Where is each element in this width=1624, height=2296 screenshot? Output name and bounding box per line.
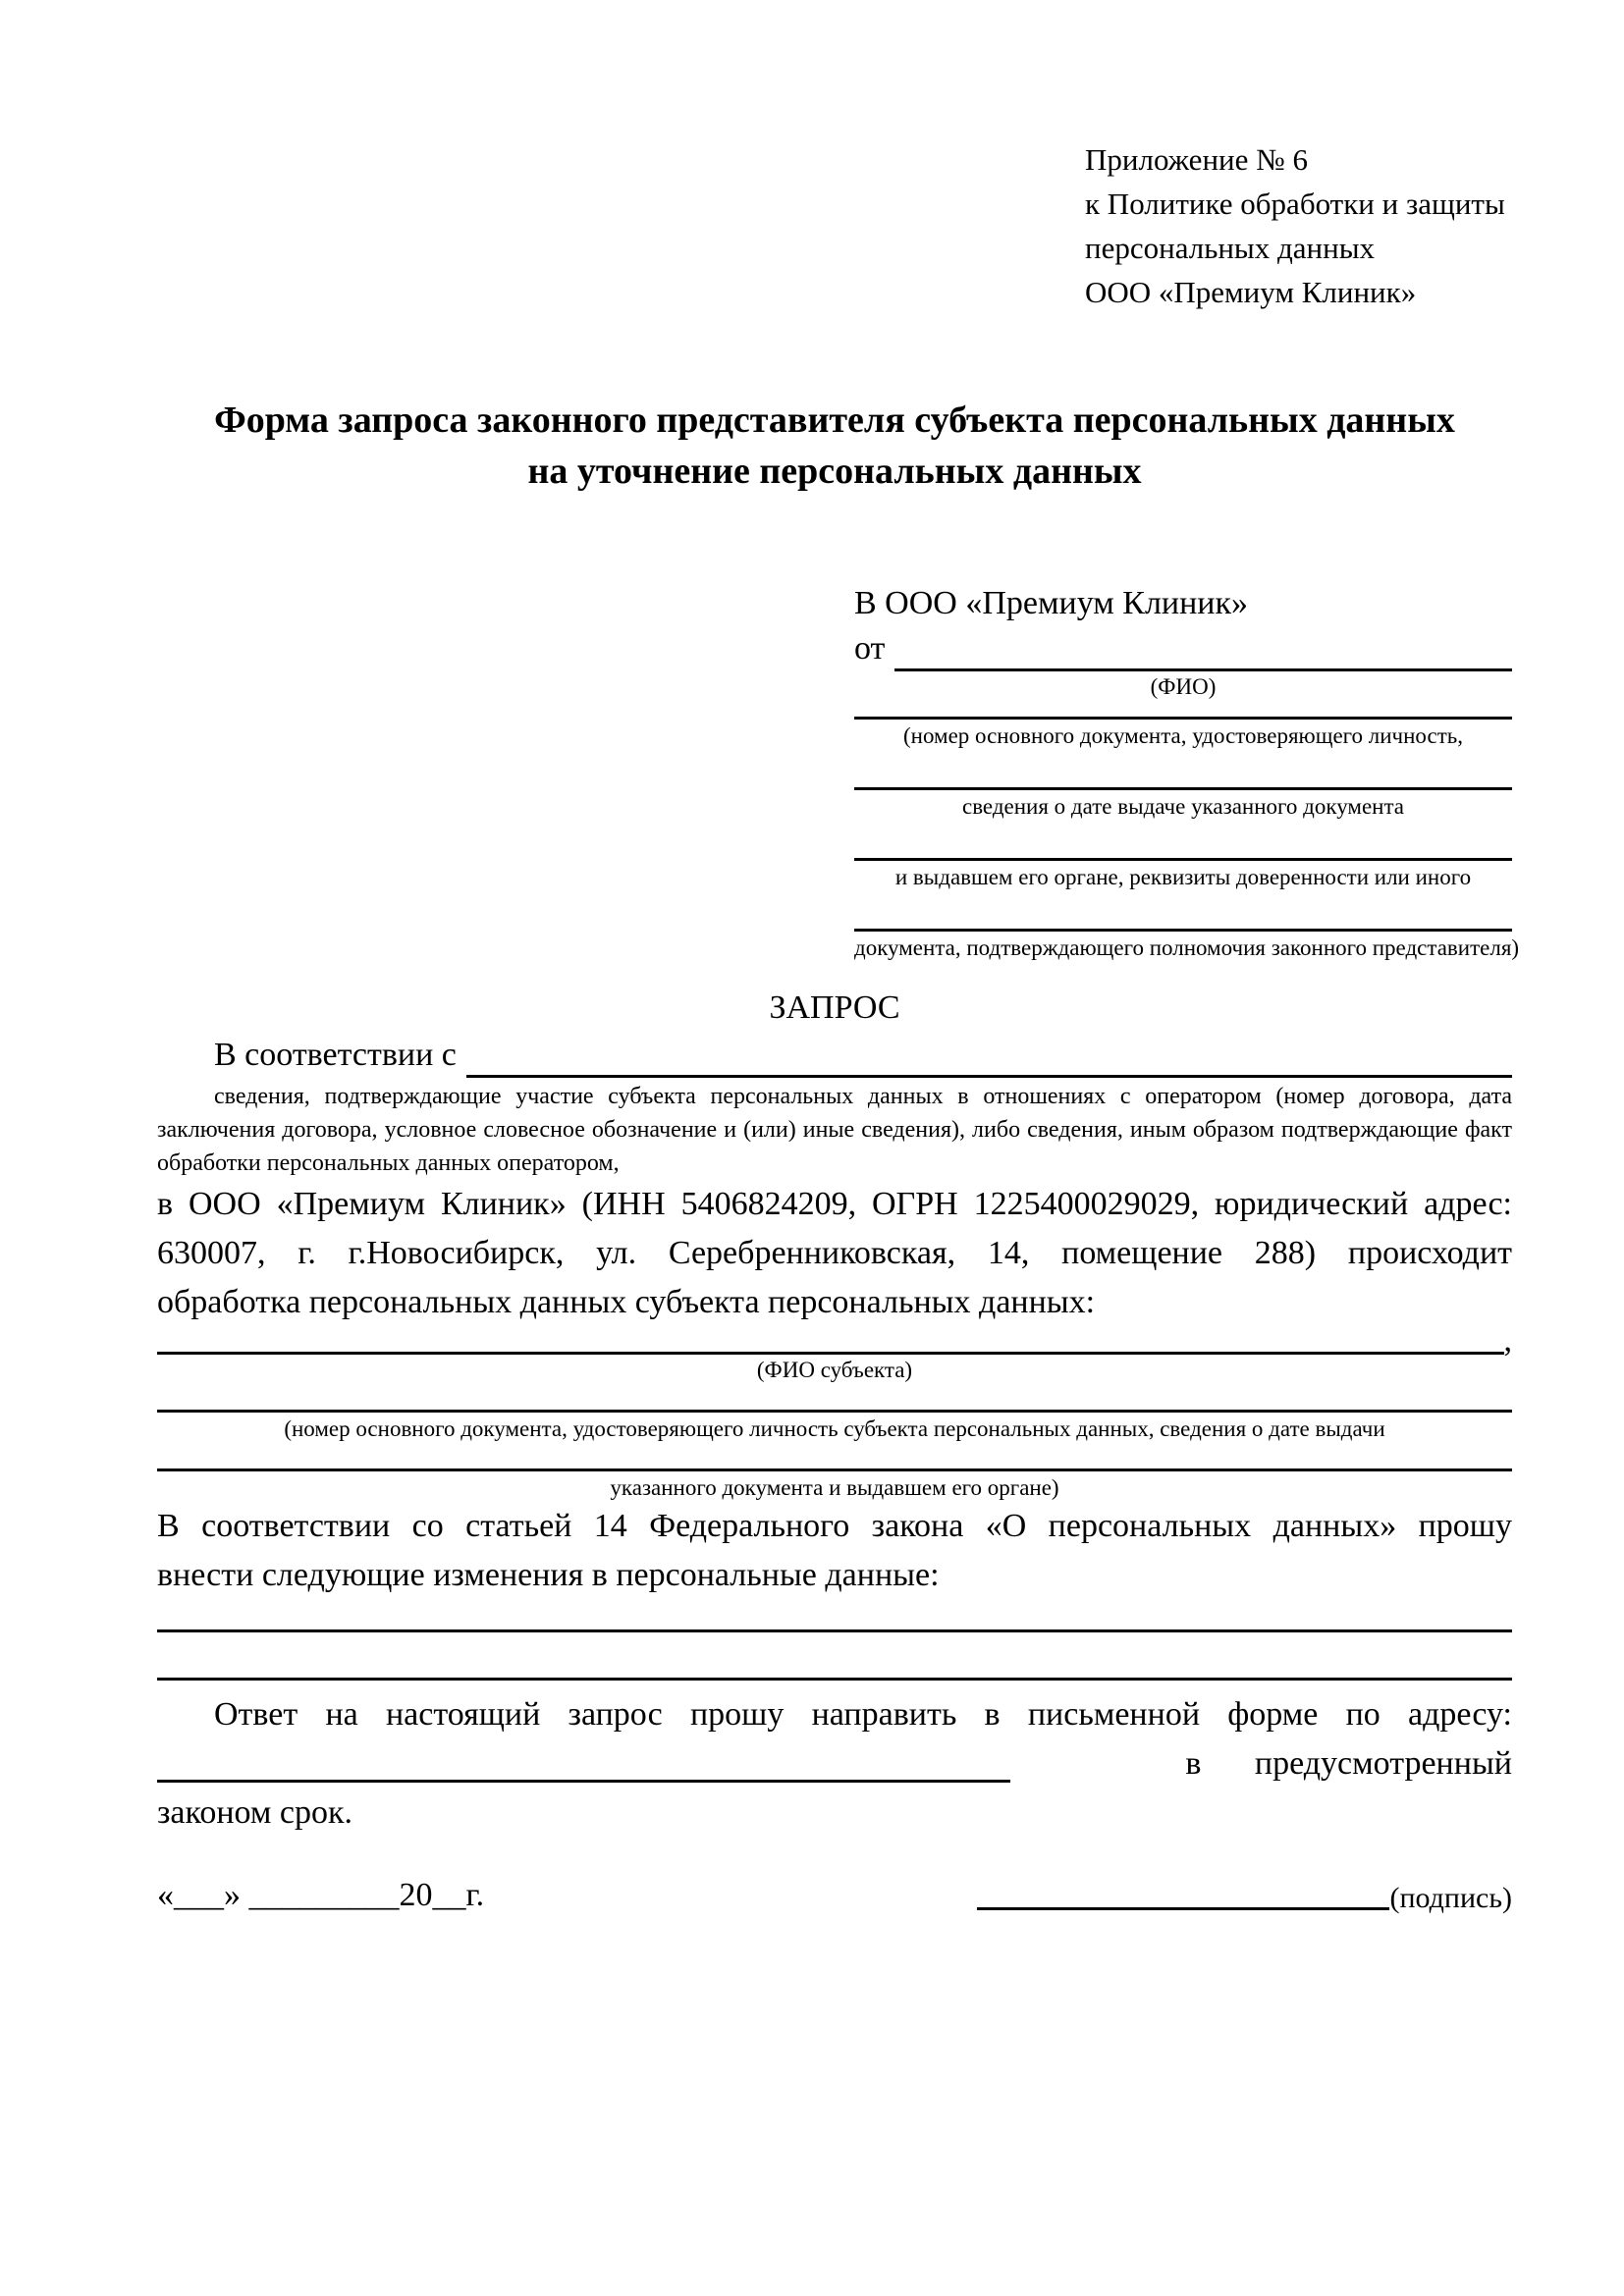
signature-block	[977, 1879, 1512, 1918]
appendix-line: персональных данных	[1085, 231, 1376, 265]
law-paragraph	[157, 1502, 1512, 1600]
representative-doc-field	[854, 717, 1512, 750]
changes-blank-line	[157, 1629, 1512, 1632]
basis-row	[157, 1033, 1512, 1078]
doc-field-caption: сведения о дате выдаче указанного документа	[961, 794, 1405, 819]
signature-caption: (подпись)	[1389, 1882, 1512, 1914]
fio-field-line	[894, 626, 1512, 671]
reply-paragraph	[157, 1690, 1512, 1838]
basis-caption	[157, 1080, 1512, 1180]
subject-doc-caption: указанного документа и выдавшем его органе)	[610, 1475, 1059, 1500]
operator-paragraph-line: в ООО «Премиум Клиник» (ИНН 5406824209, ОГРН 1225400029029, юридический адрес:	[157, 1186, 1512, 1222]
reply-paragraph-line: Ответ на настоящий запрос прошу направить в письменной форме по адресу:	[214, 1696, 1512, 1733]
form-title	[157, 395, 1512, 497]
reply-paragraph-line: законом срок.	[157, 1794, 352, 1831]
law-paragraph-line: внести следующие изменения в персональные данные:	[157, 1557, 940, 1593]
doc-field-line	[854, 858, 1512, 861]
representative-doc-field	[854, 787, 1512, 821]
operator-paragraph	[157, 1180, 1512, 1327]
reply-address-row	[157, 1739, 1512, 1789]
doc-field-caption: (номер основного документа, удостоверяющего личность,	[902, 723, 1463, 748]
doc-field-line	[854, 717, 1512, 720]
doc-field-line	[854, 787, 1512, 790]
form-title-line: Форма запроса законного представителя субъекта персональных данных	[214, 400, 1455, 441]
doc-field-caption: документа, подтверждающего полномочия законного представителя)	[854, 935, 1520, 960]
representative-doc-field	[854, 929, 1520, 962]
appendix-line: ООО «Премиум Клиник»	[1085, 275, 1417, 309]
form-title-line: на уточнение персональных данных	[527, 451, 1142, 492]
operator-paragraph-line: обработка персональных данных субъекта персональных данных:	[157, 1284, 1096, 1320]
appendix-line: к Политике обработки и защиты	[1085, 187, 1505, 221]
basis-prefix: В соответствии с	[214, 1037, 457, 1073]
subject-doc-line	[157, 1410, 1512, 1413]
subject-doc-caption: (номер основного документа, удостоверяющего личность субъекта персональных данных, сведения о дате выдачи	[284, 1416, 1385, 1441]
from-row	[854, 626, 1512, 671]
operator-paragraph-line: 630007, г. г.Новосибирск, ул. Серебренниковская, 14, помещение 288) происходит	[157, 1235, 1512, 1271]
fio-caption: (ФИО)	[1150, 674, 1217, 699]
signature-line	[977, 1907, 1389, 1910]
appendix-block	[1085, 137, 1512, 314]
law-paragraph-line: В соответствии со статьей 14 Федерального закона «О персональных данных» прошу	[157, 1508, 1512, 1544]
basis-caption-line: заключения договора, условное словесное обозначение и (или) иные сведения), либо сведения, иным образом подтверждающие факт	[157, 1117, 1512, 1143]
subject-line-comma: ,	[1503, 1322, 1512, 1359]
changes-blank-line	[157, 1678, 1512, 1681]
basis-caption-line: сведения, подтверждающие участие субъекта персональных данных в отношениях с оператором (номер договора, дата	[214, 1084, 1512, 1109]
addressee-block	[854, 581, 1520, 962]
subject-fio-caption: (ФИО субъекта)	[756, 1358, 913, 1382]
doc-field-line	[854, 929, 1512, 932]
subject-fio-line	[157, 1327, 1504, 1355]
request-heading: ЗАПРОС	[769, 989, 900, 1026]
date-field: «___» _________20__г.	[157, 1877, 485, 1913]
signature-row	[157, 1873, 1512, 1918]
subject-doc-line	[157, 1468, 1512, 1471]
from-label: от	[854, 630, 886, 667]
basis-caption-line: обработки персональных данных оператором,	[157, 1150, 620, 1176]
reply-tail-text: в предусмотренный	[1185, 1745, 1512, 1782]
appendix-line: Приложение № 6	[1085, 142, 1308, 177]
address-field-line	[157, 1739, 1010, 1783]
doc-field-caption: и выдавшем его органе, реквизиты доверенности или иного	[894, 865, 1472, 889]
subject-fio-row	[157, 1322, 1512, 1359]
basis-field-line	[466, 1033, 1512, 1078]
addressee-organization: В ООО «Премиум Клиник»	[854, 585, 1249, 621]
representative-doc-field	[854, 858, 1512, 891]
